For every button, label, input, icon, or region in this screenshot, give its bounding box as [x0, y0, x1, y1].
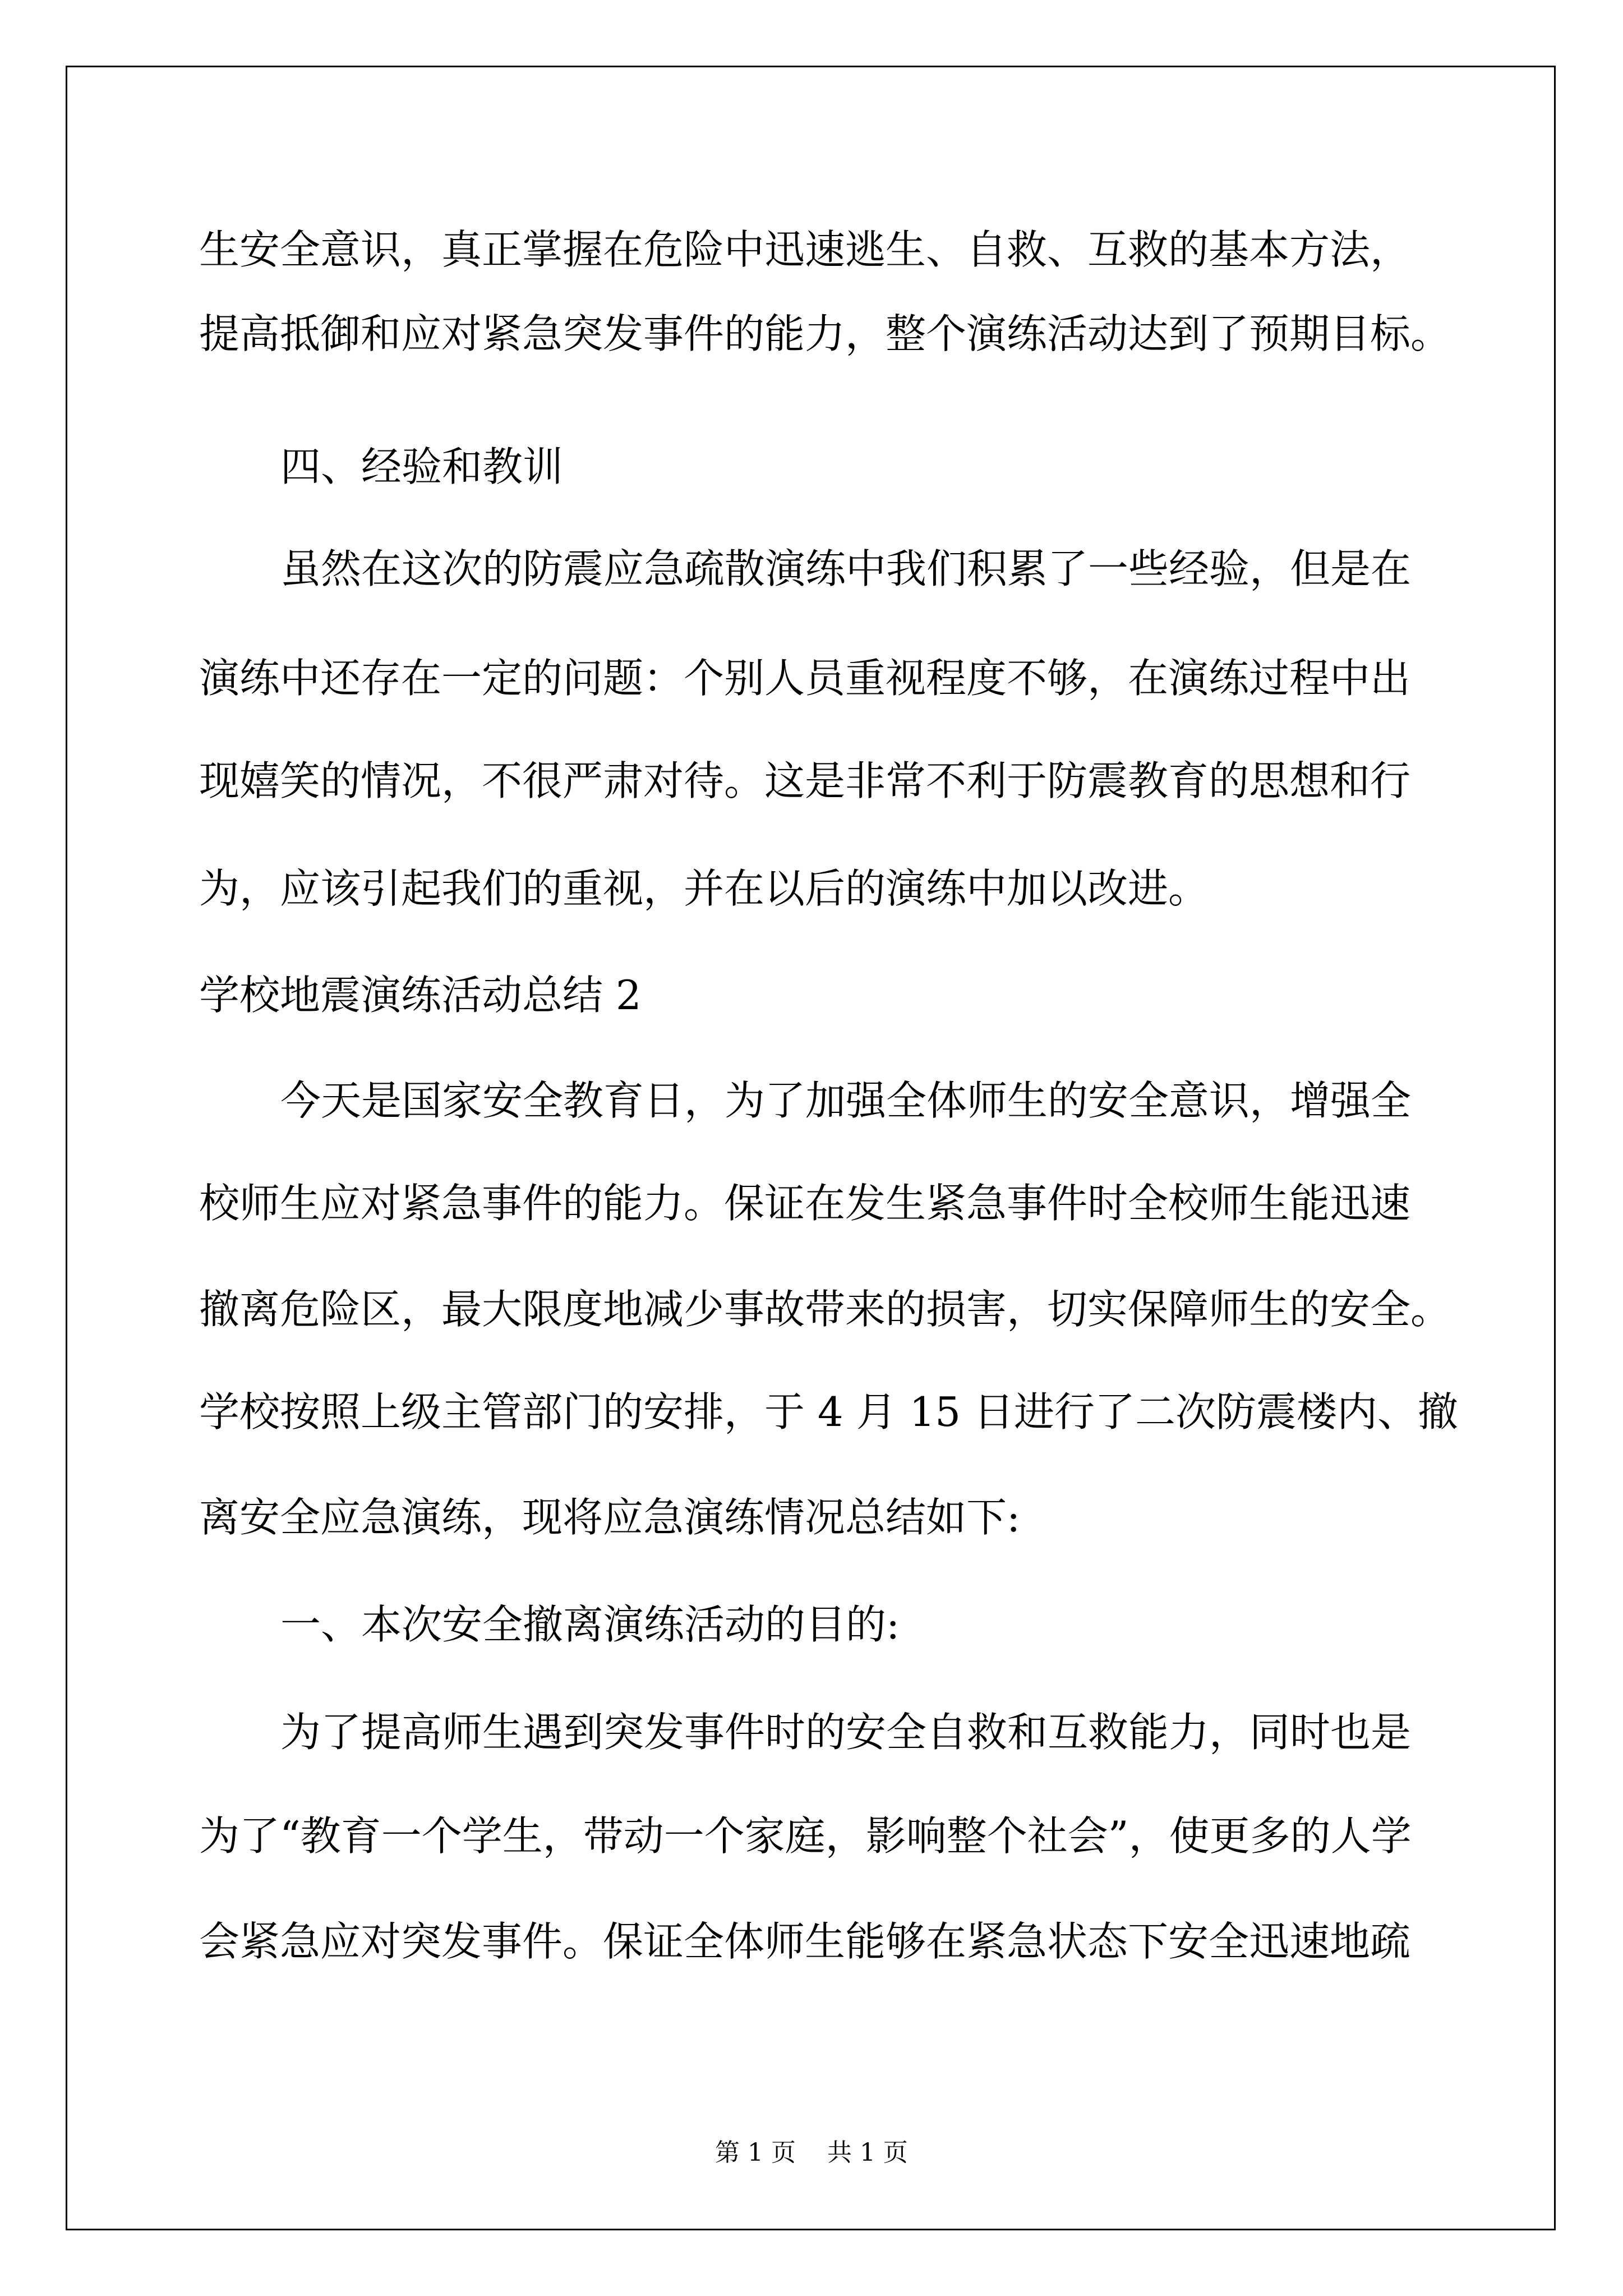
page-number-footer: 第 1 页 共 1 页	[715, 2138, 908, 2167]
section-heading: 一、本次安全撤离演练活动的目的:	[280, 1601, 900, 1648]
body-text-line: 虽然在这次的防震应急疏散演练中我们积累了一些经验，但是在	[280, 545, 1412, 592]
body-text-line: 校师生应对紧急事件的能力。保证在发生紧急事件时全校师生能迅速	[199, 1180, 1411, 1227]
body-text-line: 提高抵御和应对紧急突发事件的能力，整个演练活动达到了预期目标。	[199, 310, 1451, 357]
body-text-line: 现嬉笑的情况，不很严肃对待。这是非常不利于防震教育的思想和行	[199, 757, 1411, 804]
section-heading: 四、经验和教训	[280, 443, 564, 490]
body-text-line: 离安全应急演练，现将应急演练情况总结如下:	[199, 1494, 1021, 1541]
body-text-line: 为，应该引起我们的重视，并在以后的演练中加以改进。	[199, 865, 1209, 912]
body-text-line: 为了提高师生遇到突发事件时的安全自救和互救能力，同时也是	[280, 1709, 1412, 1756]
body-text-line: 演练中还存在一定的问题：个别人员重视程度不够，在演练过程中出	[199, 655, 1411, 702]
body-text-line: 生安全意识，真正掌握在危险中迅速逃生、自救、互救的基本方法，	[199, 226, 1411, 273]
body-text-line: 会紧急应对突发事件。保证全体师生能够在紧急状态下安全迅速地疏	[199, 1918, 1411, 1965]
document-title: 学校地震演练活动总结 2	[199, 972, 642, 1019]
page-border	[66, 66, 1556, 2230]
body-text-line: 撤离危险区，最大限度地减少事故带来的损害，切实保障师生的安全。	[199, 1286, 1451, 1333]
body-text-line: 今天是国家安全教育日，为了加强全体师生的安全意识，增强全	[280, 1077, 1412, 1124]
body-text-line: 学校按照上级主管部门的安排，于 4 月 15 日进行了二次防震楼内、撤	[199, 1388, 1458, 1435]
body-text-line: 为了“教育一个学生，带动一个家庭，影响整个社会”，使更多的人学	[199, 1812, 1412, 1860]
